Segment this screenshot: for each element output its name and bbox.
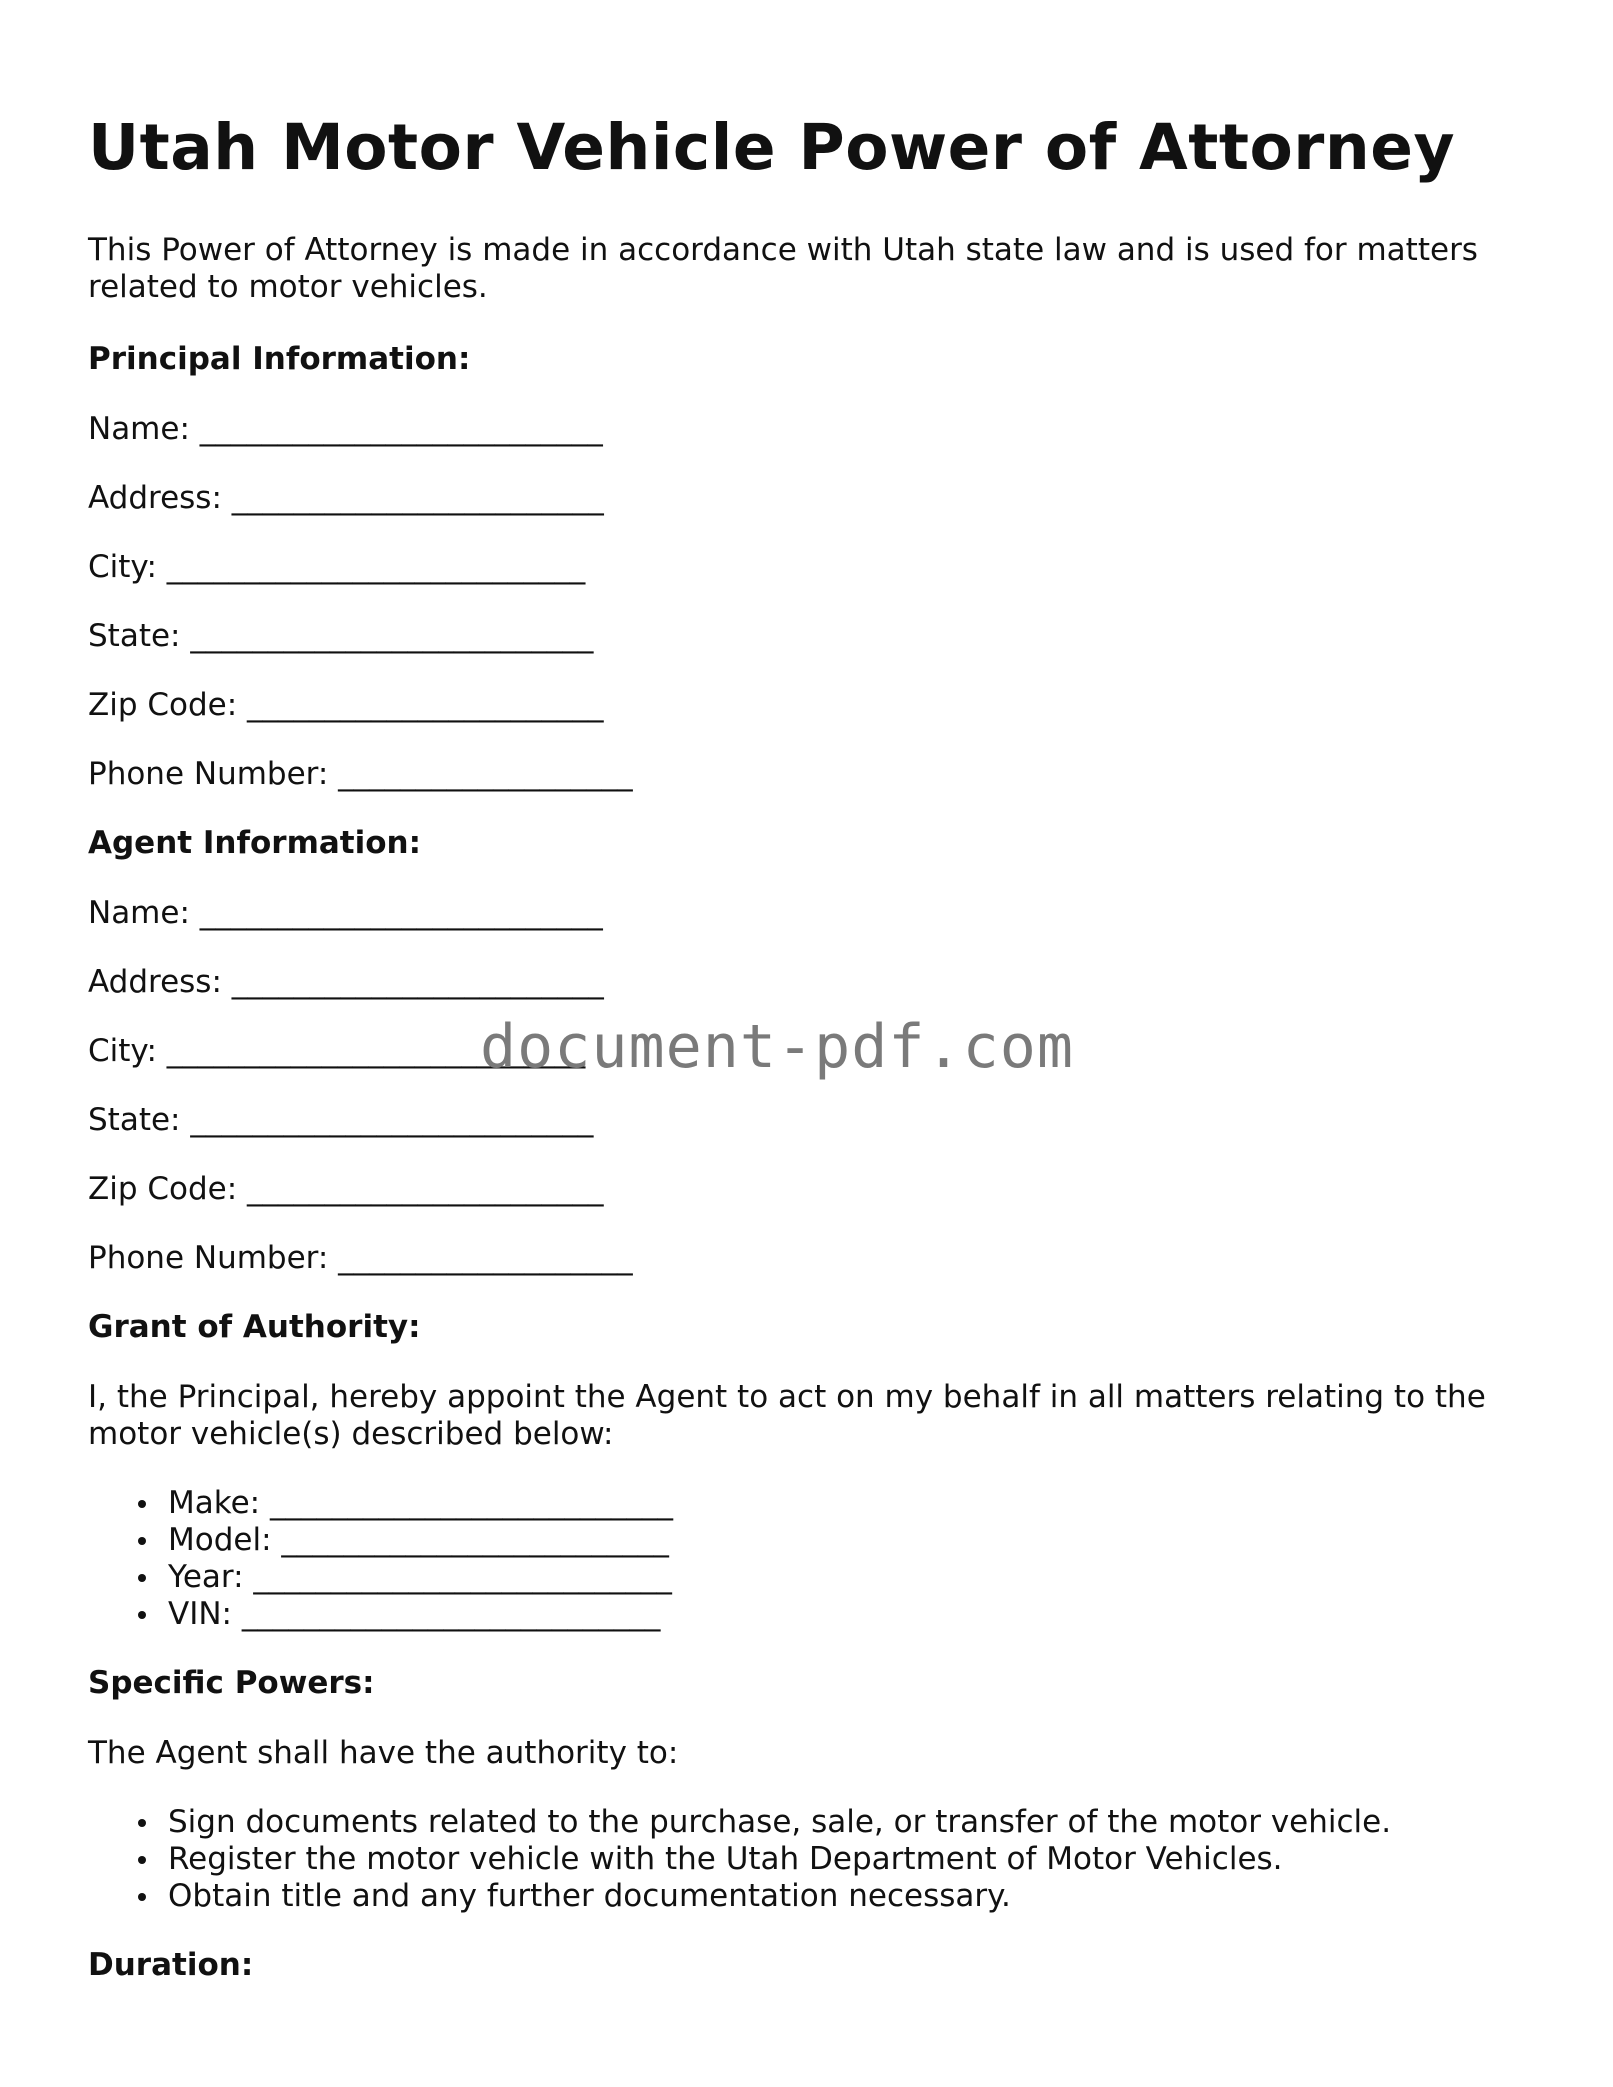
- principal-zip-field: Zip Code: _______________________: [88, 687, 604, 723]
- vehicle-details-list: [88, 1485, 1528, 1633]
- powers-heading: Specific Powers:: [88, 1665, 375, 1701]
- vehicle-make-field: Make: __________________________: [168, 1485, 1528, 1522]
- grant-heading: Grant of Authority:: [88, 1309, 421, 1345]
- agent-phone-field: Phone Number: ___________________: [88, 1240, 633, 1276]
- vehicle-model-field: Model: _________________________: [168, 1522, 1528, 1559]
- powers-paragraph: The Agent shall have the authority to:: [88, 1735, 679, 1771]
- principal-state-field: State: __________________________: [88, 618, 594, 654]
- principal-address-field: Address: ________________________: [88, 480, 604, 516]
- agent-zip-field: Zip Code: _______________________: [88, 1171, 604, 1207]
- document-title: Utah Motor Vehicle Power of Attorney: [88, 111, 1456, 184]
- principal-city-field: City: ___________________________: [88, 549, 586, 585]
- agent-state-field: State: __________________________: [88, 1102, 594, 1138]
- powers-list: [88, 1804, 1528, 1915]
- power-item: Obtain title and any further documentation necessary.: [168, 1878, 1528, 1915]
- vehicle-vin-field: VIN: ___________________________: [168, 1596, 1528, 1633]
- intro-paragraph: This Power of Attorney is made in accordance with Utah state law and is used for matters related to motor vehicles.: [88, 232, 1478, 305]
- agent-heading: Agent Information:: [88, 825, 421, 861]
- principal-phone-field: Phone Number: ___________________: [88, 756, 633, 792]
- agent-address-field: Address: ________________________: [88, 964, 604, 1000]
- power-item: Register the motor vehicle with the Utah Department of Motor Vehicles.: [168, 1841, 1528, 1878]
- principal-heading: Principal Information:: [88, 341, 471, 377]
- agent-city-field: City: ___________________________: [88, 1033, 586, 1069]
- watermark: document-pdf.com: [480, 1012, 1074, 1082]
- agent-name-field: Name: __________________________: [88, 895, 603, 931]
- grant-paragraph: I, the Principal, hereby appoint the Agent to act on my behalf in all matters relating to the motor vehicle(s) described below:: [88, 1379, 1486, 1452]
- power-item: Sign documents related to the purchase, sale, or transfer of the motor vehicle.: [168, 1804, 1528, 1841]
- duration-heading: Duration:: [88, 1947, 254, 1983]
- vehicle-year-field: Year: ___________________________: [168, 1559, 1528, 1596]
- principal-name-field: Name: __________________________: [88, 411, 603, 447]
